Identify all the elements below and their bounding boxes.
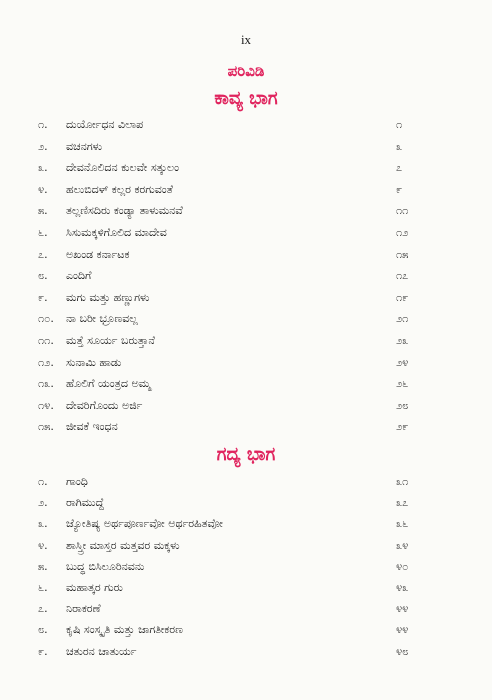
entry-number: ೨. bbox=[38, 496, 48, 510]
toc-entry bbox=[38, 244, 446, 266]
entry-number: ೧೩. bbox=[38, 377, 54, 391]
poetry-list bbox=[38, 114, 446, 438]
entry-number: ೭. bbox=[38, 602, 48, 616]
page-number: ix bbox=[240, 32, 252, 47]
entry-page: ೩೭ bbox=[396, 496, 409, 510]
entry-page: ೨೬ bbox=[396, 377, 409, 391]
entry-page: ೪೮ bbox=[396, 644, 409, 658]
entry-page: ೩ bbox=[396, 139, 403, 153]
entry-page: ೯ bbox=[396, 182, 403, 196]
toc-entry bbox=[38, 136, 446, 158]
entry-title: ಸಿಸುಮಕ್ಕಳಿಗೊಲಿದ ಮಾದೇವ bbox=[66, 225, 167, 239]
entry-number: ೮. bbox=[38, 269, 48, 283]
entry-number: ೮. bbox=[38, 623, 48, 637]
entry-title: ಅಖಂಡ ಕರ್ನಾಟಕ bbox=[66, 247, 130, 261]
toc-entry bbox=[38, 556, 446, 577]
entry-page: ೪೪ bbox=[396, 602, 409, 616]
entry-page: ೨೩ bbox=[396, 333, 409, 347]
entry-page: ೭ bbox=[396, 161, 403, 175]
entry-title: ಬುದ್ಧ ಬಿಸಿಲೂರಿನವನು bbox=[66, 559, 145, 573]
entry-title: ಸುನಾಮಿ ಹಾಡು bbox=[66, 355, 122, 369]
entry-title: ಹೊಲಿಗೆ ಯಂತ್ರದ ಅಮ್ಮ bbox=[66, 377, 151, 391]
entry-page: ೩೬ bbox=[396, 517, 409, 531]
entry-page: ೪೪ bbox=[396, 623, 409, 637]
entry-title: ಶಾಸ್ತ್ರೀ ಮಾಸ್ತರ ಮತ್ತವರ ಮಕ್ಕಳು bbox=[66, 538, 180, 552]
entry-page: ೧೧ bbox=[396, 204, 409, 218]
entry-number: ೫. bbox=[38, 204, 48, 218]
entry-title: ತಲ್ಲಣಿಸದಿರು ಕಂಡ್ಯಾ ತಾಳುಮನವೆ bbox=[66, 204, 183, 218]
toc-entry bbox=[38, 200, 446, 222]
toc-entry bbox=[38, 471, 446, 492]
entry-number: ೬. bbox=[38, 225, 48, 239]
entry-title: ನಿರಾಕರಣೆ bbox=[66, 602, 101, 616]
entry-title: ನಾ ಬರೀ ಭ್ರೂಣವಲ್ಲ bbox=[66, 312, 138, 326]
entry-title: ದೇವನೊಲಿದನ ಕುಲವೇ ಸತ್ಕುಲಂ bbox=[66, 161, 180, 175]
contents-heading: ಪರಿವಿಡಿ bbox=[227, 62, 265, 80]
entry-title: ವಚನಗಳು bbox=[66, 139, 103, 153]
toc-entry bbox=[38, 179, 446, 201]
entry-page: ೧೨ bbox=[396, 225, 409, 239]
toc-entry bbox=[38, 535, 446, 556]
toc-entry bbox=[38, 395, 446, 417]
toc-entry bbox=[38, 265, 446, 287]
entry-title: ಮಗು ಮತ್ತು ಹಣ್ಣುಗಳು bbox=[66, 290, 150, 304]
entry-page: ೧೫ bbox=[396, 247, 409, 261]
toc-entry bbox=[38, 373, 446, 395]
entry-number: ೩. bbox=[38, 517, 48, 531]
toc-entry bbox=[38, 513, 446, 534]
toc-entry bbox=[38, 114, 446, 136]
entry-page: ೧ bbox=[396, 118, 403, 131]
entry-title: ಮತ್ತೆ ಸೂರ್ಯ ಬರುತ್ತಾನೆ bbox=[66, 333, 155, 347]
entry-number: ೯. bbox=[38, 644, 48, 658]
toc-entry bbox=[38, 308, 446, 330]
entry-title: ಗಾಂಧಿ bbox=[66, 475, 88, 488]
toc-entry bbox=[38, 416, 446, 438]
entry-number: ೪. bbox=[38, 182, 48, 196]
toc-entry bbox=[38, 287, 446, 309]
prose-list bbox=[38, 471, 446, 662]
toc-entry bbox=[38, 641, 446, 662]
toc-entry bbox=[38, 222, 446, 244]
entry-number: ೧೫. bbox=[38, 420, 54, 434]
entry-page: ೨೮ bbox=[396, 398, 409, 412]
toc-entry bbox=[38, 619, 446, 640]
poetry-section-title: ಕಾವ್ಯ ಭಾಗ bbox=[214, 88, 278, 109]
entry-page: ೨೪ bbox=[396, 355, 409, 369]
entry-number: ೧೧. bbox=[38, 333, 54, 347]
entry-number: ೧೦. bbox=[38, 312, 54, 326]
entry-title: ಜೀವಕೆ ಇಂಧನ bbox=[66, 420, 118, 434]
entry-title: ಎಂದಿಗೆ bbox=[66, 269, 92, 283]
entry-title: ದುರ್ಯೋಧನ ವಿಲಾಪ bbox=[66, 118, 144, 131]
entry-page: ೩೪ bbox=[396, 538, 409, 552]
entry-title: ಕೃಷಿ ಸಂಸ್ಕೃತಿ ಮತ್ತು ಜಾಗತೀಕರಣ bbox=[66, 623, 183, 637]
entry-number: ೧. bbox=[38, 118, 48, 131]
entry-number: ೨. bbox=[38, 139, 48, 153]
entry-title: ದೇವರಿಗೊಂದು ಅರ್ಜಿ bbox=[66, 398, 143, 412]
entry-number: ೧. bbox=[38, 475, 48, 488]
entry-title: ಮಹಾತ್ಕರ ಗುರು bbox=[66, 580, 123, 594]
entry-page: ೪೦ bbox=[396, 559, 409, 573]
entry-number: ೫. bbox=[38, 559, 48, 573]
entry-number: ೩. bbox=[38, 161, 48, 175]
prose-section-title: ಗದ್ಯ ಭಾಗ bbox=[216, 444, 276, 465]
entry-page: ೨೧ bbox=[396, 312, 409, 326]
entry-title: ಚತುರನ ಚಾತುರ್ಯ bbox=[66, 644, 137, 658]
entry-page: ೩೧ bbox=[396, 475, 409, 488]
toc-entry bbox=[38, 577, 446, 598]
toc-entry bbox=[38, 492, 446, 513]
entry-number: ೧೨. bbox=[38, 355, 54, 369]
entry-page: ೪೩ bbox=[396, 580, 409, 594]
entry-page: ೨೯ bbox=[396, 420, 409, 434]
entry-title: ರಾಗಿಮುದ್ದೆ bbox=[66, 496, 105, 510]
toc-entry bbox=[38, 330, 446, 352]
entry-number: ೯. bbox=[38, 290, 48, 304]
entry-number: ೬. bbox=[38, 580, 48, 594]
toc-entry bbox=[38, 598, 446, 619]
toc-entry bbox=[38, 352, 446, 374]
entry-number: ೪. bbox=[38, 538, 48, 552]
entry-number: ೭. bbox=[38, 247, 48, 261]
entry-title: ಜ್ಯೋತಿಷ್ಯ ಅರ್ಥಪೂರ್ಣವೋ ಅರ್ಥರಹಿತವೋ bbox=[66, 517, 223, 531]
entry-page: ೧೯ bbox=[396, 290, 409, 304]
entry-title: ಹಲುಬಿದಳ್ ಕಲ್ಲರ ಕರಗುವಂತೆ bbox=[66, 182, 173, 196]
toc-entry bbox=[38, 157, 446, 179]
entry-number: ೧೪. bbox=[38, 398, 54, 412]
entry-page: ೧೭ bbox=[396, 269, 409, 283]
